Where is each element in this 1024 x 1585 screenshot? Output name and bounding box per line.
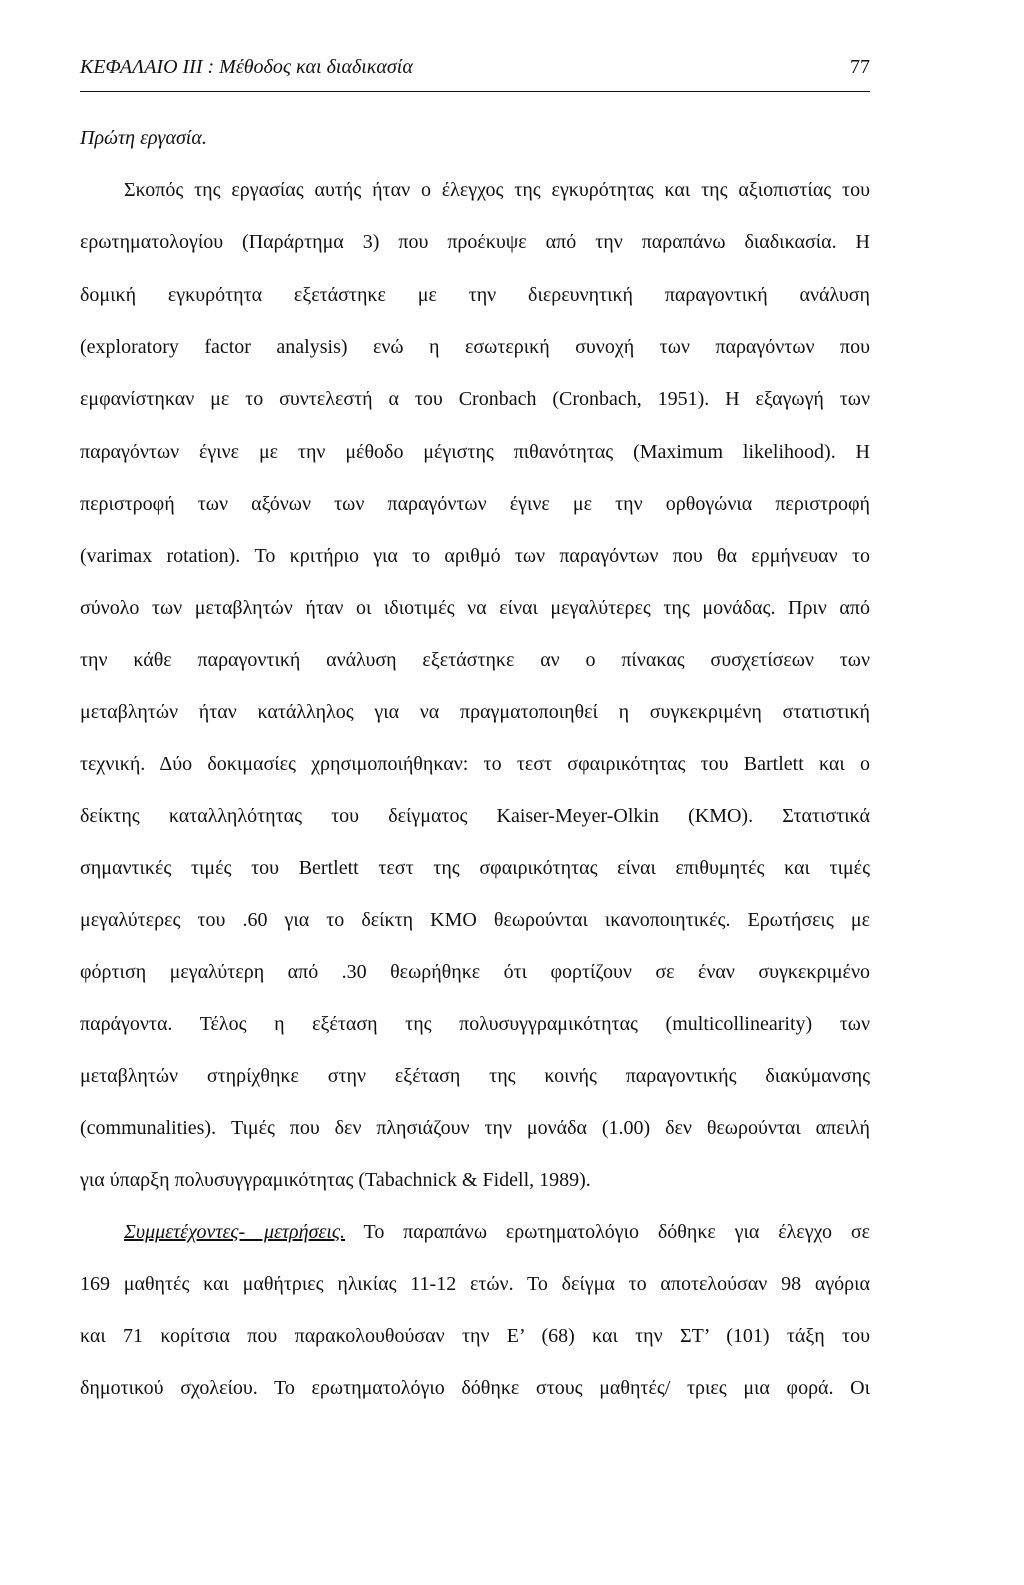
text-line: περιστροφή των αξόνων των παραγόντων έγινε με την ορθογώνια περιστροφή bbox=[80, 493, 870, 515]
text-line: Σκοπός της εργασίας αυτής ήταν ο έλεγχος της εγκυρότητας και της αξιοπιστίας του bbox=[124, 179, 870, 201]
page-number: 77 bbox=[850, 56, 870, 78]
text-line: δείκτης καταλληλότητας του δείγματος Kaiser-Meyer-Olkin (KMO). Στατιστικά bbox=[80, 805, 870, 827]
text-line bbox=[124, 1220, 870, 1244]
header-rule bbox=[80, 91, 870, 92]
text-line: (exploratory factor analysis) ενώ η εσωτερική συνοχή των παραγόντων που bbox=[80, 336, 870, 358]
text-line: τεχνική. Δύο δοκιμασίες χρησιμοποιήθηκαν: το τεστ σφαιρικότητας του Bartlett και ο bbox=[80, 753, 870, 775]
text-line: και 71 κορίτσια που παρακολουθούσαν την Ε’ (68) και την ΣΤ’ (101) τάξη του bbox=[80, 1325, 870, 1347]
text-line: (communalities). Τιμές που δεν πλησιάζουν την μονάδα (1.00) δεν θεωρούνται απειλή bbox=[80, 1117, 870, 1139]
text-line: παράγοντα. Τέλος η εξέταση της πολυσυγγραμικότητας (multicollinearity) των bbox=[80, 1013, 870, 1035]
text-line: μεταβλητών ήταν κατάλληλος για να πραγματοποιηθεί η συγκεκριμένη στατιστική bbox=[80, 701, 870, 723]
text-line: ερωτηματολογίου (Παράρτημα 3) που προέκυψε από την παραπάνω διαδικασία. Η bbox=[80, 231, 870, 253]
text-line: δημοτικού σχολείου. Το ερωτηματολόγιο δόθηκε στους μαθητές/ τριες μια φορά. Οι bbox=[80, 1377, 870, 1399]
text-line: δομική εγκυρότητα εξετάστηκε με την διερευνητική παραγοντική ανάλυση bbox=[80, 284, 870, 306]
text-line: μεταβλητών στηρίχθηκε στην εξέταση της κοινής παραγοντικής διακύμανσης bbox=[80, 1065, 870, 1087]
text-line: σύνολο των μεταβλητών ήταν οι ιδιοτιμές να είναι μεγαλύτερες της μονάδας. Πριν από bbox=[80, 597, 870, 619]
text-line: (varimax rotation). Το κριτήριο για το αριθμό των παραγόντων που θα ερμήνευαν το bbox=[80, 545, 870, 567]
running-header bbox=[80, 56, 870, 92]
text-line: την κάθε παραγοντική ανάλυση εξετάστηκε αν ο πίνακας συσχετίσεων των bbox=[80, 649, 870, 671]
text-line: φόρτιση μεγαλύτερη από .30 θεωρήθηκε ότι φορτίζουν σε έναν συγκεκριμένο bbox=[80, 961, 870, 983]
chapter-title: ΚΕΦΑΛΑΙΟ ΙΙΙ : Μέθοδος και διαδικασία bbox=[80, 56, 413, 78]
text-line: παραγόντων έγινε με την μέθοδο μέγιστης πιθανότητας (Maximum likelihood). Η bbox=[80, 441, 870, 463]
subsection-lead: Συμμετέχοντες- μετρήσεις. bbox=[124, 1221, 345, 1243]
text-line: σημαντικές τιμές του Bertlett τεστ της σφαιρικότητας είναι επιθυμητές και τιμές bbox=[80, 857, 870, 879]
section-title: Πρώτη εργασία. bbox=[80, 127, 207, 149]
text-span: Το παραπάνω ερωτηματολόγιο δόθηκε για έλεγχο σε bbox=[345, 1221, 870, 1243]
text-line: εμφανίστηκαν με το συντελεστή α του Cronbach (Cronbach, 1951). Η εξαγωγή των bbox=[80, 388, 870, 410]
text-line: μεγαλύτερες του .60 για το δείκτη KMO θεωρούνται ικανοποιητικές. Ερωτήσεις με bbox=[80, 909, 870, 931]
text-line: για ύπαρξη πολυσυγγραμικότητας (Tabachnick & Fidell, 1989). bbox=[80, 1169, 591, 1191]
text-line: 169 μαθητές και μαθήτριες ηλικίας 11-12 ετών. Το δείγμα το αποτελούσαν 98 αγόρια bbox=[80, 1273, 870, 1295]
